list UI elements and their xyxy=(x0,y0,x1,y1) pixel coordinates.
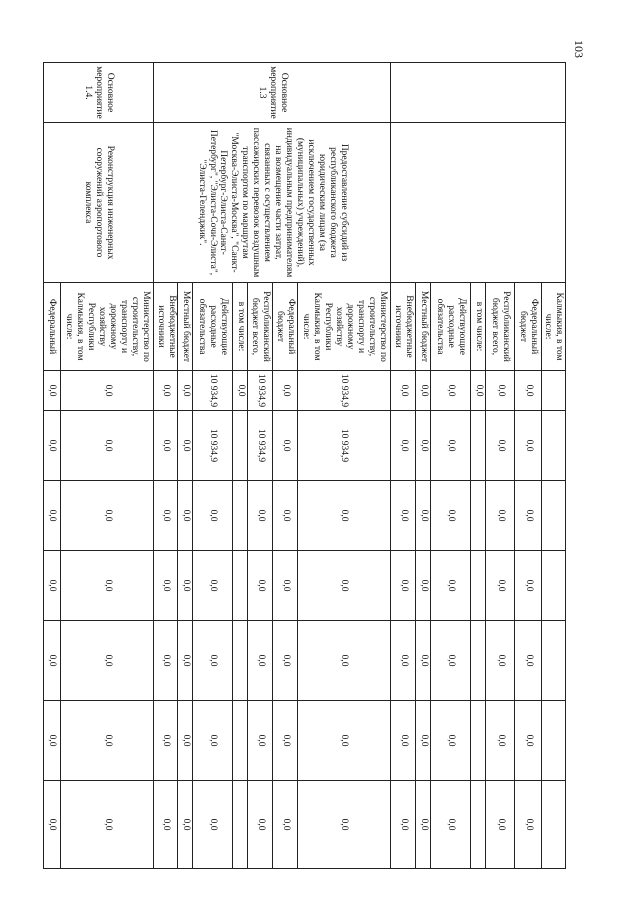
value-cell: 0,0 xyxy=(178,481,193,551)
value-cell: 0,0 xyxy=(248,701,273,781)
value-cell: 10 934,9 xyxy=(193,411,233,481)
value-cell: 0,0 xyxy=(61,551,154,621)
funding-source-cell: Местный бюджет xyxy=(178,283,193,371)
measure-description-cell: Предоставление субсидий из республиканского бюджета юридическим лицам (за исключением государственных (муниципальных) учреждений), индивидуальным предпринимателям на возмещение части затрат, связанных с осуществлением пассажирских перевозок воздушным транспортом по маршрутам "Москва-Элиста-Москва", "Санкт-Петербург-Элиста-Санкт-Петербург", "Элиста-Сочи-Элиста", "Элиста-Геленджик". xyxy=(154,123,391,283)
value-cell: 0,0 xyxy=(178,781,193,869)
table-body xyxy=(44,63,566,869)
value-cell: 0,0 xyxy=(61,701,154,781)
value-cell: 0,0 xyxy=(44,411,61,481)
value-cell: 0,0 xyxy=(248,481,273,551)
value-cell: 10 934,9 xyxy=(193,371,233,411)
value-cell xyxy=(541,621,565,701)
funding-source-cell: Министерство по строительству, транспорту и дорожному хозяйству Республики Калмыкия, в том числе: xyxy=(61,283,154,371)
value-cell: 0,0 xyxy=(61,371,154,411)
value-cell: 0,0 xyxy=(193,701,233,781)
value-cell: 0,0 xyxy=(44,701,61,781)
value-cell: 0,0 xyxy=(193,781,233,869)
value-cell: 0,0 xyxy=(178,551,193,621)
value-cell: 0,0 xyxy=(61,411,154,481)
value-cell xyxy=(233,781,248,869)
value-cell: 0,0 xyxy=(416,621,431,701)
value-cell: 0,0 xyxy=(297,621,390,701)
measure-code-cell xyxy=(390,63,565,123)
value-cell: 0,0 xyxy=(390,481,415,551)
value-cell: 0,0 xyxy=(154,371,178,411)
value-cell: 0,0 xyxy=(515,481,541,551)
measure-code-cell: Основное мероприятие 1.4. xyxy=(44,63,154,123)
value-cell: 0,0 xyxy=(485,781,515,869)
value-cell: 10 934,9 xyxy=(248,371,273,411)
value-cell: 0,0 xyxy=(390,411,415,481)
value-cell xyxy=(233,621,248,701)
value-cell: 0,0 xyxy=(273,551,297,621)
value-cell: 0,0 xyxy=(431,781,471,869)
value-cell: 0,0 xyxy=(431,481,471,551)
funding-source-cell: Действующие расходные обязательства xyxy=(193,283,233,371)
value-cell: 0,0 xyxy=(273,701,297,781)
value-cell: 0,0 xyxy=(154,411,178,481)
funding-source-cell: Федеральный бюджет xyxy=(515,283,541,371)
value-cell: 0,0 xyxy=(273,621,297,701)
value-cell: 0,0 xyxy=(154,781,178,869)
measure-description-cell: Реконструкция инженерных сооружений аэропортового комплекса xyxy=(44,123,154,283)
value-cell: 0,0 xyxy=(273,411,297,481)
value-cell: 0,0 xyxy=(44,781,61,869)
funding-source-cell: Внебюджетные источники xyxy=(390,283,415,371)
value-cell: 0,0 xyxy=(485,411,515,481)
funding-source-cell: Местный бюджет xyxy=(416,283,431,371)
value-cell: 0,0 xyxy=(416,371,431,411)
value-cell: 0,0 xyxy=(178,371,193,411)
value-cell xyxy=(541,551,565,621)
funding-source-cell: Калмыкия, в том числе: xyxy=(541,283,565,371)
value-cell: 0,0 xyxy=(515,621,541,701)
value-cell: 0,0 xyxy=(248,551,273,621)
table-row xyxy=(61,63,154,869)
value-cell: 0,0 xyxy=(431,411,471,481)
value-cell xyxy=(541,481,565,551)
value-cell: 0,0 xyxy=(515,371,541,411)
value-cell: 0,0 xyxy=(431,621,471,701)
value-cell: 0,0 xyxy=(154,621,178,701)
value-cell xyxy=(541,371,565,411)
value-cell: 0,0 xyxy=(297,551,390,621)
value-cell xyxy=(471,411,486,481)
value-cell: 0,0 xyxy=(297,781,390,869)
value-cell: 0,0 xyxy=(273,781,297,869)
value-cell xyxy=(471,551,486,621)
value-cell: 0,0 xyxy=(178,621,193,701)
value-cell xyxy=(233,551,248,621)
value-cell: 0,0 xyxy=(431,701,471,781)
table-row xyxy=(541,63,565,869)
value-cell: 0,0 xyxy=(390,371,415,411)
value-cell: 0,0 xyxy=(416,551,431,621)
value-cell: 0,0 xyxy=(515,701,541,781)
value-cell: 0,0 xyxy=(515,781,541,869)
value-cell: 10 934,9 xyxy=(297,371,390,411)
value-cell: 0,0 xyxy=(390,781,415,869)
value-cell: 0,0 xyxy=(193,481,233,551)
value-cell: 0,0 xyxy=(485,701,515,781)
value-cell: 0,0 xyxy=(390,621,415,701)
value-cell xyxy=(233,481,248,551)
value-cell: 0,0 xyxy=(44,481,61,551)
value-cell xyxy=(471,781,486,869)
value-cell: 0,0 xyxy=(416,481,431,551)
value-cell: 0,0 xyxy=(273,481,297,551)
value-cell: 0,0 xyxy=(178,411,193,481)
value-cell xyxy=(471,701,486,781)
value-cell: 0,0 xyxy=(297,481,390,551)
value-cell: 0,0 xyxy=(61,481,154,551)
funding-source-cell: в том числе: xyxy=(233,283,248,371)
value-cell: 0,0 xyxy=(233,371,248,411)
value-cell: 10 934,9 xyxy=(248,411,273,481)
value-cell: 0,0 xyxy=(485,371,515,411)
funding-source-cell: Республиканский бюджет всего, xyxy=(485,283,515,371)
value-cell: 0,0 xyxy=(431,371,471,411)
value-cell: 0,0 xyxy=(431,551,471,621)
value-cell: 0,0 xyxy=(416,781,431,869)
measure-code-cell: Основное мероприятие 1.3 xyxy=(154,63,391,123)
value-cell: 0,0 xyxy=(154,701,178,781)
value-cell: 0,0 xyxy=(515,411,541,481)
value-cell: 0,0 xyxy=(193,621,233,701)
funding-source-cell: Республиканский бюджет всего, xyxy=(248,283,273,371)
table-row xyxy=(297,63,390,869)
value-cell: 0,0 xyxy=(515,551,541,621)
value-cell: 0,0 xyxy=(485,551,515,621)
value-cell: 0,0 xyxy=(178,701,193,781)
value-cell: 0,0 xyxy=(485,621,515,701)
page-number: 103 xyxy=(572,40,586,58)
value-cell: 0,0 xyxy=(416,701,431,781)
value-cell: 0,0 xyxy=(44,371,61,411)
value-cell: 0,0 xyxy=(44,621,61,701)
value-cell xyxy=(233,411,248,481)
value-cell: 0,0 xyxy=(390,701,415,781)
value-cell: 0,0 xyxy=(61,621,154,701)
value-cell xyxy=(541,781,565,869)
value-cell xyxy=(233,701,248,781)
value-cell: 10 934,9 xyxy=(297,411,390,481)
value-cell: 0,0 xyxy=(485,481,515,551)
value-cell: 0,0 xyxy=(193,551,233,621)
value-cell: 0,0 xyxy=(154,481,178,551)
funding-source-cell: Федеральный бюджет xyxy=(273,283,297,371)
value-cell: 0,0 xyxy=(44,551,61,621)
value-cell: 0,0 xyxy=(416,411,431,481)
measure-description-cell xyxy=(390,123,565,283)
value-cell: 0,0 xyxy=(390,551,415,621)
funding-source-cell: в том числе: xyxy=(471,283,486,371)
budget-table xyxy=(43,62,566,869)
value-cell: 0,0 xyxy=(61,781,154,869)
value-cell: 0,0 xyxy=(273,371,297,411)
value-cell xyxy=(471,481,486,551)
value-cell: 0,0 xyxy=(154,551,178,621)
value-cell: 0,0 xyxy=(471,371,486,411)
rotated-table-container xyxy=(43,62,566,868)
value-cell: 0,0 xyxy=(248,621,273,701)
value-cell: 0,0 xyxy=(297,701,390,781)
value-cell xyxy=(541,701,565,781)
funding-source-cell: Внебюджетные источники xyxy=(154,283,178,371)
value-cell xyxy=(541,411,565,481)
value-cell: 0,0 xyxy=(248,781,273,869)
funding-source-cell: Федеральный xyxy=(44,283,61,371)
funding-source-cell: Действующие расходные обязательства xyxy=(431,283,471,371)
funding-source-cell: Министерство по строительству, транспорту и дорожному хозяйству Республики Калмыкия, в том числе: xyxy=(297,283,390,371)
value-cell xyxy=(471,621,486,701)
